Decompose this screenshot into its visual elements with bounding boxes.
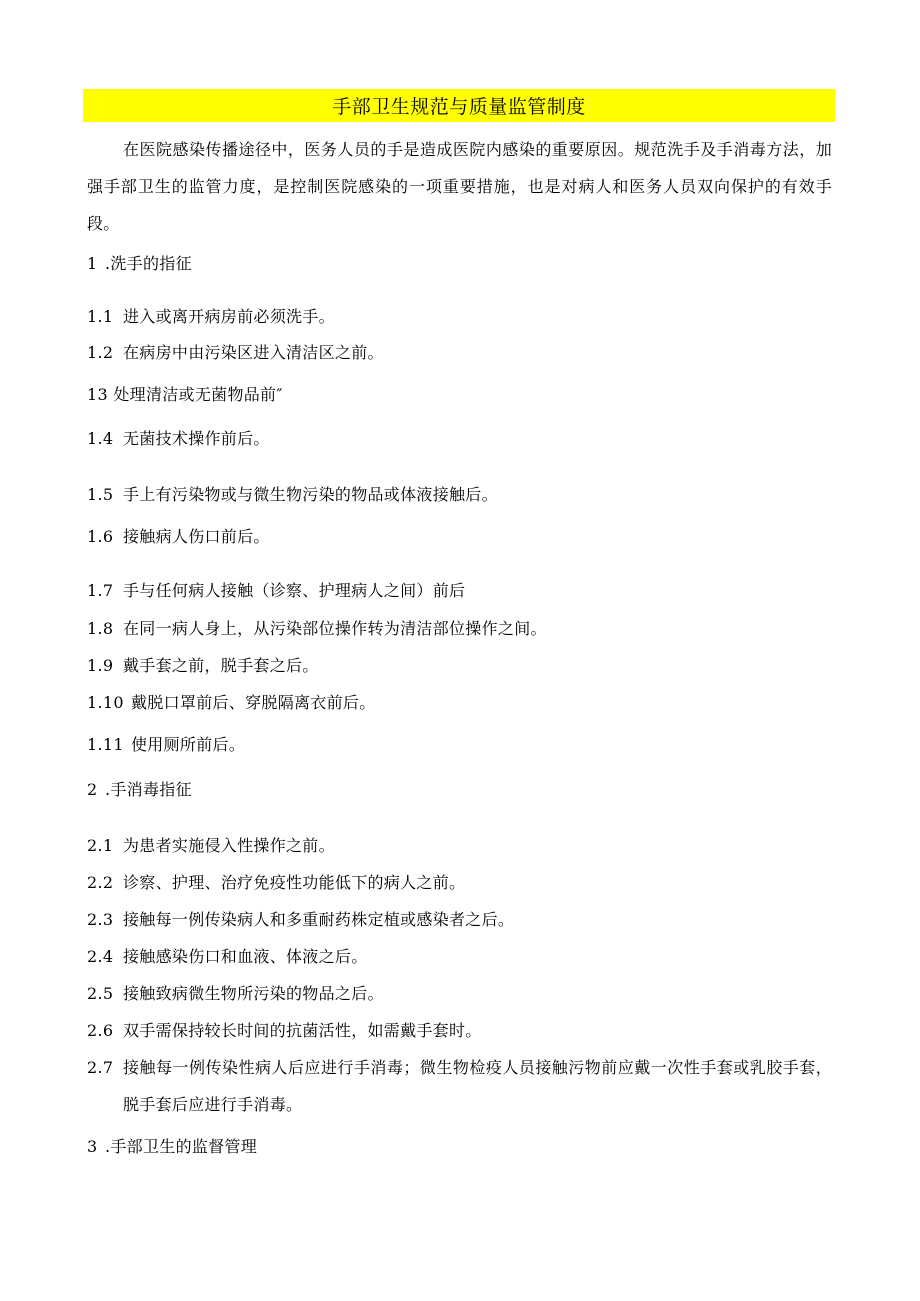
item-text: 戴手套之前，脱手套之后。 (123, 656, 319, 675)
list-item (87, 983, 384, 1005)
section-label: .手部卫生的监督管理 (105, 1137, 258, 1156)
section-label: .手消毒指征 (105, 780, 192, 799)
list-item (87, 580, 465, 602)
item-number: 13 (87, 385, 108, 404)
item-text: 在病房中由污染区进入清洁区之前。 (123, 343, 384, 362)
item-number: 1.9 (87, 656, 114, 675)
list-item (87, 872, 465, 894)
item-text: 接触病人伤口前后。 (123, 527, 270, 546)
list-item (87, 384, 283, 406)
item-number: 1.11 (87, 735, 124, 754)
item-number: 1.1 (87, 307, 114, 326)
item-text: 手与任何病人接触（诊察、护理病人之间）前后 (123, 581, 466, 600)
list-item (87, 909, 514, 931)
item-number: 1.7 (87, 581, 114, 600)
item-text: 处理清洁或无菌物品前″ (113, 385, 283, 404)
section-number: 3 (87, 1137, 98, 1156)
list-item (87, 484, 498, 506)
item-text: 无菌技术操作前后。 (123, 429, 270, 448)
item-number: 2.4 (87, 947, 114, 966)
item-number: 1.2 (87, 343, 114, 362)
item-number: 2.5 (87, 984, 114, 1003)
section-number: 1 (87, 254, 98, 273)
list-item (87, 618, 547, 640)
item-text: 诊察、护理、治疗免疫性功能低下的病人之前。 (123, 873, 466, 892)
item-number: 2.1 (87, 836, 114, 855)
item-text: 接触每一例传染病人和多重耐药株定植或感染者之后。 (123, 910, 515, 929)
section-label: .洗手的指征 (105, 254, 192, 273)
list-item (87, 655, 319, 677)
item-text: 戴脱口罩前后、穿脱隔离衣前后。 (131, 693, 376, 712)
item-text: 为患者实施侵入性操作之前。 (123, 836, 335, 855)
item-number: 1.10 (87, 693, 124, 712)
item-text: 双手需保持较长时间的抗菌活性，如需戴手套时。 (123, 1021, 482, 1040)
item-text: 进入或离开病房前必须洗手。 (123, 307, 335, 326)
section-heading-3 (87, 1136, 257, 1158)
list-item (87, 692, 376, 714)
item-number: 2.7 (87, 1058, 114, 1077)
section-heading-1 (87, 253, 192, 275)
item-text: 接触感染伤口和血液、体液之后。 (123, 947, 368, 966)
list-item (87, 1049, 832, 1123)
intro-paragraph: 在医院感染传播途径中，医务人员的手是造成医院内感染的重要原因。规范洗手及手消毒方法，加强手部卫生的监管力度，是控制医院感染的一项重要措施，也是对病人和医务人员双向保护的有效手段。 (87, 140, 832, 233)
list-item (87, 946, 368, 968)
item-number: 1.4 (87, 429, 114, 448)
list-item (87, 306, 335, 328)
item-number: 1.8 (87, 619, 114, 638)
list-item (87, 526, 270, 548)
item-text: 在同一病人身上，从污染部位操作转为清洁部位操作之间。 (123, 619, 547, 638)
section-heading-2 (87, 779, 192, 801)
section-number: 2 (87, 780, 98, 799)
list-item (87, 835, 335, 857)
item-number: 2.3 (87, 910, 114, 929)
item-number: 2.2 (87, 873, 114, 892)
item-text: 使用厕所前后。 (131, 735, 246, 754)
document-title: 手部卫生规范与质量监管制度 (83, 89, 835, 122)
item-text: 接触致病微生物所污染的物品之后。 (123, 984, 384, 1003)
item-number: 1.6 (87, 527, 114, 546)
list-item (87, 428, 270, 450)
list-item (87, 342, 384, 364)
item-number: 2.6 (87, 1021, 114, 1040)
item-text: 接触每一例传染性病人后应进行手消毒；微生物检疫人员接触污物前应戴一次性手套或乳胶手套，脱手套后应进行手消毒。 (123, 1058, 832, 1114)
item-number: 1.5 (87, 485, 114, 504)
list-item (87, 1020, 482, 1042)
item-text: 手上有污染物或与微生物污染的物品或体液接触后。 (123, 485, 498, 504)
list-item (87, 734, 245, 756)
